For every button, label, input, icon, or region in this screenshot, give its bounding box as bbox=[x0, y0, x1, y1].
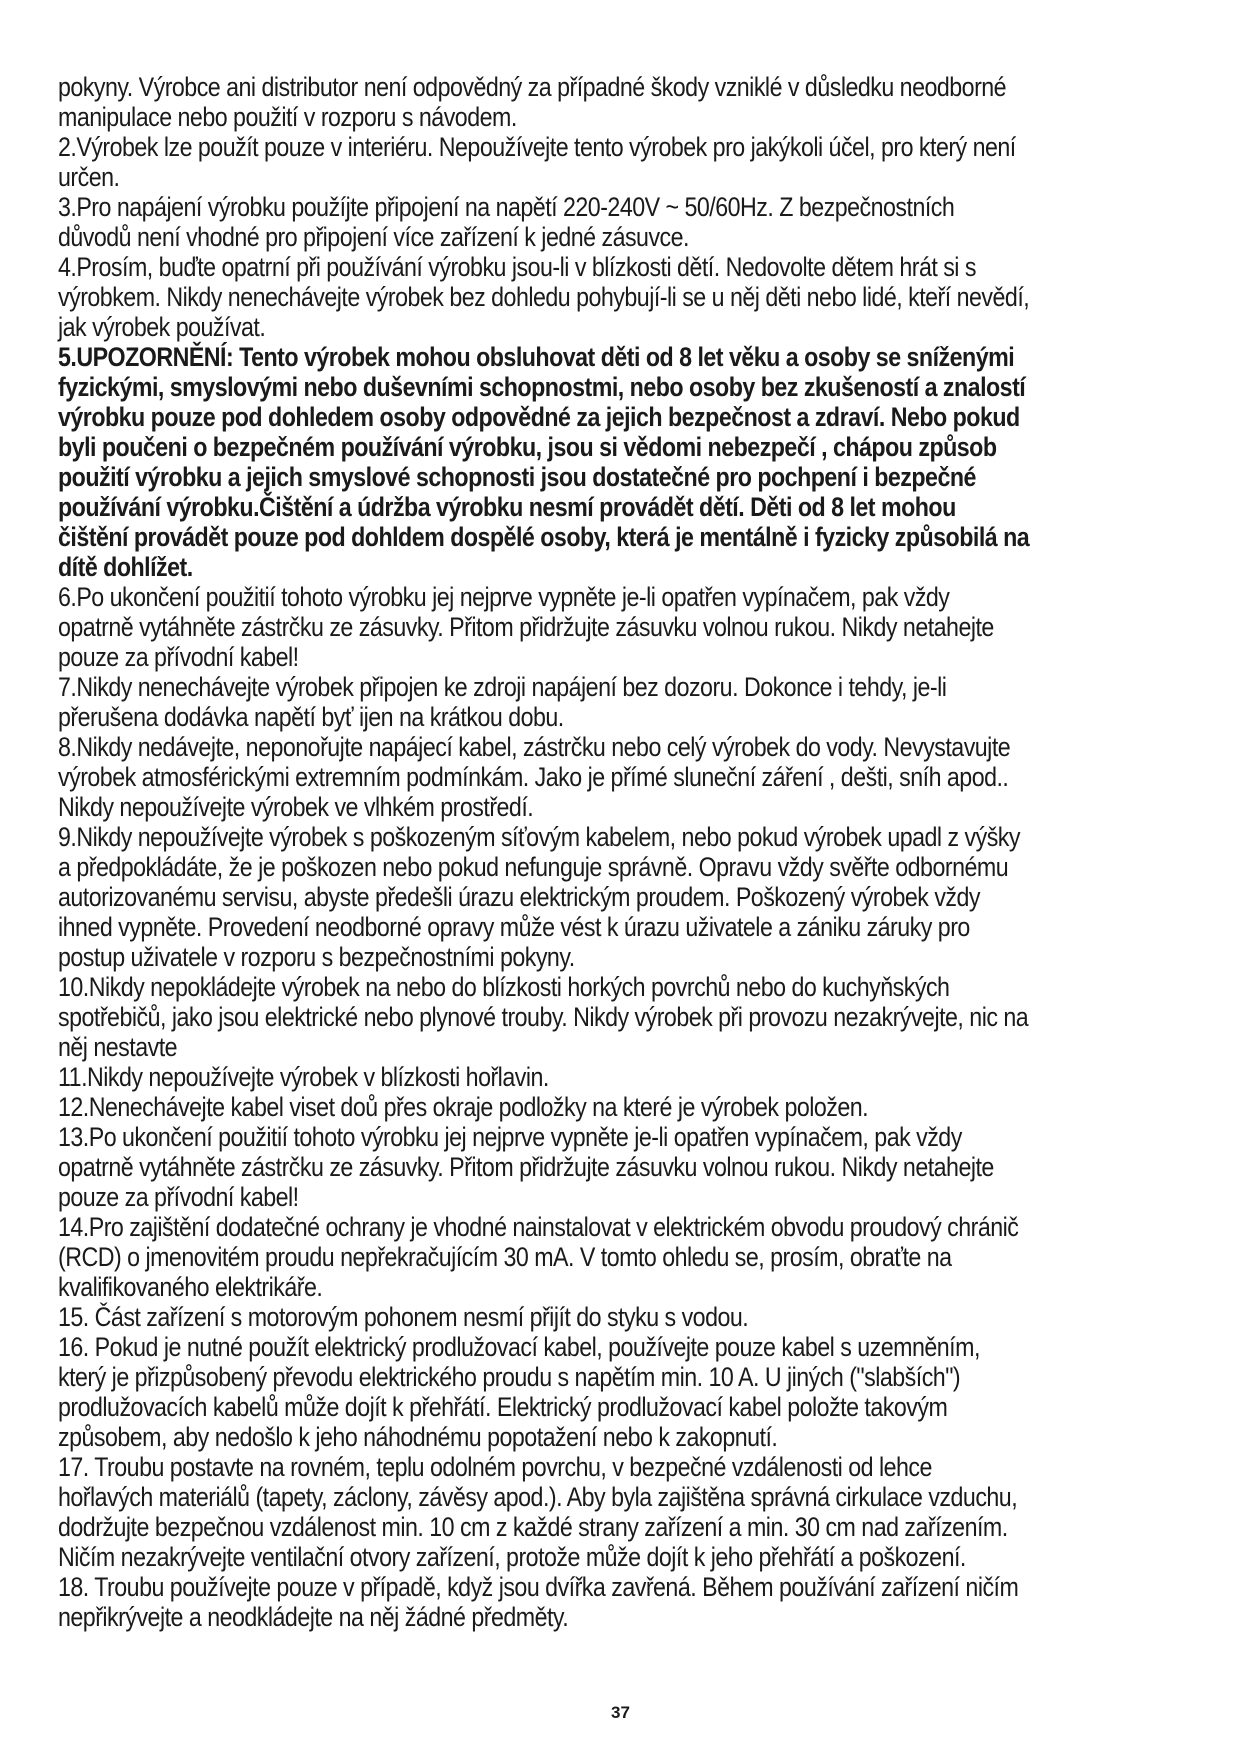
paragraph-item-4: 4.Prosím, buďte opatrní při používání výrobku jsou-li v blízkosti dětí. Nedovolte dětem hrát si s výrobkem. Nikdy nenechávejte výrobek bez dohledu pohybují-li se u něj děti nebo lidé, kteří nevědí, jak výrobek používat. bbox=[58, 252, 1030, 342]
paragraph-item-8: 8.Nikdy nedávejte, neponořujte napájecí kabel, zástrčku nebo celý výrobek do vody. Nevystavujte výrobek atmosférickými extremním podmínkám. Jako je přímé sluneční záření , dešti, sníh apod.. Nikdy nepoužívejte výrobek ve vlhkém prostředí. bbox=[58, 732, 1011, 822]
page-number: 37 bbox=[611, 1703, 630, 1722]
document-body bbox=[58, 72, 1030, 1632]
paragraph-intro: pokyny. Výrobce ani distributor není odpovědný za případné škody vzniklé v důsledku neodborné manipulace nebo použití v rozporu s návodem. bbox=[58, 72, 1007, 132]
paragraph-item-5-warning: 5.UPOZORNĚNÍ: Tento výrobek mohou obsluhovat děti od 8 let věku a osoby se sníženými fyzickými, smyslovými nebo duševními schopnostmi, nebo osoby bez zkušeností a znalostí výrobku pouze pod dohledem osoby odpovědné za jejich bezpečnost a zdraví. Nebo pokud byli poučeni o bezpečném používání výrobku, jsou si vědomi nebezpečí , chápou způsob použití výrobku a jejich smyslové schopnosti jsou dostatečné pro pochpení i bezpečné používání výrobku.Čištění a údržba výrobku nesmí provádět dětí. Děti od 8 let mohou čištění provádět pouze pod dohldem dospělé osoby, která je mentálně i fyzicky způsobilá na dítě dohlížet. bbox=[58, 342, 1030, 582]
paragraph-item-12: 12.Nenechávejte kabel viset doů přes okraje podložky na které je výrobek položen. bbox=[58, 1092, 869, 1122]
paragraph-item-14: 14.Pro zajištění dodatečné ochrany je vhodné nainstalovat v elektrickém obvodu proudový chránič (RCD) o jmenovitém proudu nepřekračujícím 30 mA. V tomto ohledu se, prosím, obraťte na kvalifikovaného elektrikáře. bbox=[58, 1212, 1019, 1302]
paragraph-item-10: 10.Nikdy nepokládejte výrobek na nebo do blízkosti horkých povrchů nebo do kuchyňských spotřebičů, jako jsou elektrické nebo plynové trouby. Nikdy výrobek při provozu nezakrývejte, nic na něj nestavte bbox=[58, 972, 1029, 1062]
paragraph-item-11: 11.Nikdy nepoužívejte výrobek v blízkosti hořlavin. bbox=[58, 1062, 549, 1092]
paragraph-item-7: 7.Nikdy nenechávejte výrobek připojen ke zdroji napájení bez dozoru. Dokonce i tehdy, je-li přerušena dodávka napětí byť ijen na krátkou dobu. bbox=[58, 672, 947, 732]
paragraph-item-3: 3.Pro napájení výrobku použíjte připojení na napětí 220-240V ~ 50/60Hz. Z bezpečnostních důvodů není vhodné pro připojení více zařízení k jedné zásuvce. bbox=[58, 192, 955, 252]
paragraph-item-18: 18. Troubu používejte pouze v případě, když jsou dvířka zavřená. Během používání zařízení ničím nepřikrývejte a neodkládejte na něj žádné předměty. bbox=[58, 1572, 1019, 1632]
paragraph-item-16: 16. Pokud je nutné použít elektrický prodlužovací kabel, používejte pouze kabel s uzemněním, který je přizpůsobený převodu elektrického proudu s napětím min. 10 A. U jiných ("slabších") prodlužovacích kabelů může dojít k přehřátí. Elektrický prodlužovací kabel položte takovým způsobem, aby nedošlo k jeho náhodnému popotažení nebo k zakopnutí. bbox=[58, 1332, 980, 1452]
paragraph-item-17: 17. Troubu postavte na rovném, teplu odolném povrchu, v bezpečné vzdálenosti od lehce hořlavých materiálů (tapety, záclony, závěsy apod.). Aby byla zajištěna správná cirkulace vzduchu, dodržujte bezpečnou vzdálenost min. 10 cm z každé strany zařízení a min. 30 cm nad zařízením. Ničím nezakrývejte ventilační otvory zařízení, protože může dojít k jeho přehřátí a poškození. bbox=[58, 1452, 1018, 1572]
paragraph-item-6: 6.Po ukončení použitií tohoto výrobku jej nejprve vypněte je-li opatřen vypínačem, pak vždy opatrně vytáhněte zástrčku ze zásuvky. Přitom přidržujte zásuvku volnou rukou. Nikdy netahejte pouze za přívodní kabel! bbox=[58, 582, 994, 672]
paragraph-item-15: 15. Část zařízení s motorovým pohonem nesmí přijít do styku s vodou. bbox=[58, 1302, 749, 1332]
paragraph-item-2: 2.Výrobek lze použít pouze v interiéru. Nepoužívejte tento výrobek pro jakýkoli účel, pro který není určen. bbox=[58, 132, 1016, 192]
paragraph-item-13: 13.Po ukončení použitií tohoto výrobku jej nejprve vypněte je-li opatřen vypínačem, pak vždy opatrně vytáhněte zástrčku ze zásuvky. Přitom přidržujte zásuvku volnou rukou. Nikdy netahejte pouze za přívodní kabel! bbox=[58, 1122, 994, 1212]
paragraph-item-9: 9.Nikdy nepoužívejte výrobek s poškozeným síťovým kabelem, nebo pokud výrobek upadl z výšky a předpokládáte, že je poškozen nebo pokud nefunguje správně. Opravu vždy svěřte odbornému autorizovanému servisu, abyste předešli úrazu elektrickým proudem. Poškozený výrobek vždy ihned vypněte. Provedení neodborné opravy může vést k úrazu uživatele a zániku záruky pro postup uživatele v rozporu s bezpečnostními pokyny. bbox=[58, 822, 1021, 972]
